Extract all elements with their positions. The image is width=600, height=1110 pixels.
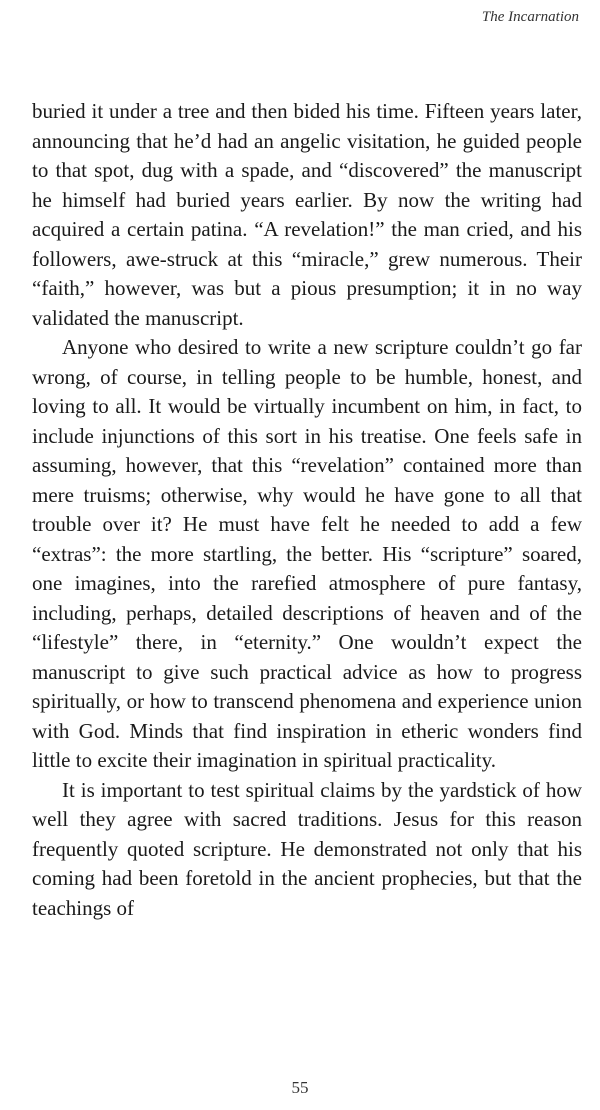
- page-number: 55: [291, 1078, 309, 1097]
- running-title: The Incarnation: [481, 9, 579, 25]
- body-text: [32, 97, 582, 923]
- paragraph-2: Anyone who desired to write a new scripture couldn’t go far wrong, of course, in telling people to be humble, honest, and loving to all. It would be virtually incumbent on him, in fact, to include injunctions of this sort in his treatise. One feels safe in assuming, however, that this “revelation” contained more than mere truisms; otherwise, why would he have gone to all that trouble over it? He must have felt he needed to add a few “extras”: the more startling, the better. His “scripture” soared, one imagines, into the rarefied atmosphere of pure fantasy, including, perhaps, detailed descriptions of heaven and of the “lifestyle” there, in “eternity.” One wouldn’t expect the manuscript to give such practical advice as how to progress spiritually, or how to transcend phenomena and experience union with God. Minds that find inspiration in etheric wonders find little to excite their imagination in spiritual practicality.: [32, 335, 582, 772]
- paragraph-1: buried it under a tree and then bided his time. Fifteen years later, announcing that he’d had an angelic visitation, he guided people to that spot, dug with a spade, and “discovered” the manuscript he himself had buried years earlier. By now the writing had acquired a certain patina. “A revelation!” the man cried, and his followers, awe-struck at this “miracle,” grew numerous. Their “faith,” however, was but a pious presumption; it in no way validated the manuscript.: [32, 99, 582, 330]
- paragraph-3: It is important to test spiritual claims by the yardstick of how well they agree with sacred traditions. Jesus for this reason frequently quoted scripture. He demonstrated not only that his coming had been foretold in the ancient prophecies, but that the teachings of: [32, 777, 582, 920]
